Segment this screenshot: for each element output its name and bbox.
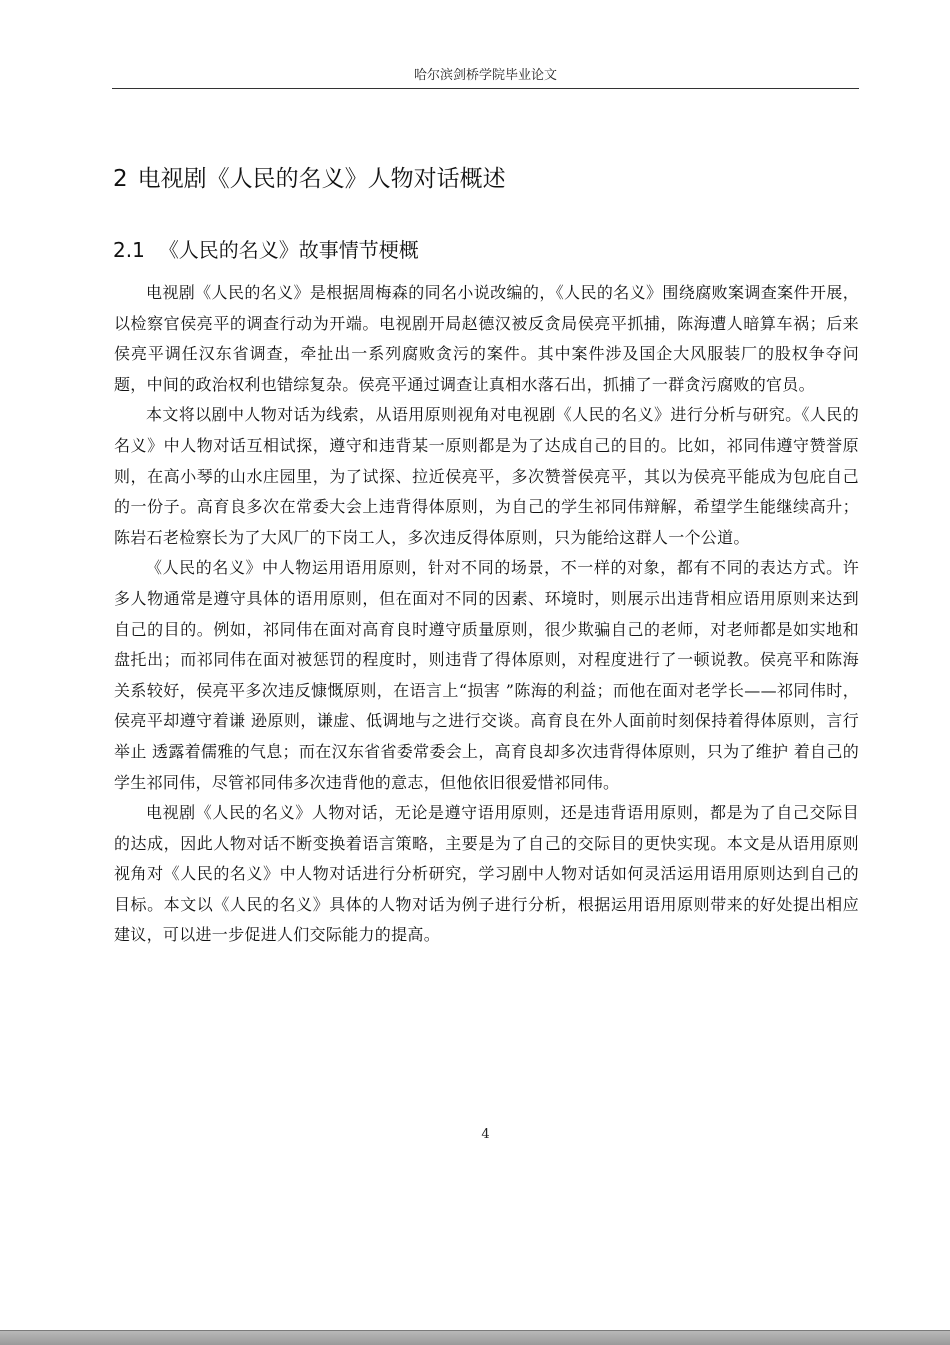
page-number: 4	[481, 1127, 490, 1142]
paragraph-conclusion: 电视剧《人民的名义》人物对话，无论是遵守语用原则，还是违背语用原则，都是为了自己交际目的达成，因此人物对话不断变换着语言策略，主要是为了自己的交际目的更快实现。本文是从语用原则视角对《人民的名义》中人物对话进行分析研究，学习剧中人物对话如何灵活运用语用原则达到自己的目标。本文以《人民的名义》具体的人物对话为例子进行分析，根据运用语用原则带来的好处提出相应建议，可以进一步促进人们交际能力的提高。	[114, 803, 859, 945]
chapter-heading	[113, 160, 860, 193]
paragraph-research-approach: 本文将以剧中人物对话为线索，从语用原则视角对电视剧《人民的名义》进行分析与研究。《人民的名义》中人物对话互相试探，遵守和违背某一原则都是为了达成自己的目的。比如，祁同伟遵守赞誉原则，在高小琴的山水庄园里，为了试探、拉近侯亮平，多次赞誉侯亮平，其以为侯亮平能成为包庇自己的一份子。高育良多次在常委大会上违背得体原则，为自己的学生祁同伟辩解，希望学生能继续高升；陈岩石老检察长为了大风厂的下岗工人，多次违反得体原则，只为能给这群人一个公道。	[114, 405, 859, 547]
viewer-bottom-bar	[0, 1330, 950, 1345]
header-rule	[112, 88, 859, 89]
section-heading	[113, 234, 860, 263]
paragraph-pragmatic-principles: 《人民的名义》中人物运用语用原则，针对不同的场景，不一样的对象，都有不同的表达方式。许多人物通常是遵守具体的语用原则，但在面对不同的因素、环境时，则展示出违背相应语用原则来达到自己的目的。例如，祁同伟在面对高育良时遵守质量原则，很少欺骗自己的老师，对老师都是如实地和盘托出；而祁同伟在面对被惩罚的程度时，则违背了得体原则，对程度进行了一顿说教。侯亮平和陈海关系较好，侯亮平多次违反慷慨原则，在语言上“损害 ”陈海的利益；而他在面对老学长——祁同伟时，侯亮平却遵守着谦 逊原则，谦虚、低调地与之进行交谈。高育良在外人面前时刻保持着得体原则，言行举止 透露着儒雅的气息；而在汉东省省委常委会上，高育良却多次违背得体原则，只为了维护 着自己的学生祁同伟，尽管祁同伟多次违背他的意志，但他依旧很爱惜祁同伟。	[114, 558, 859, 792]
body-text	[114, 278, 859, 951]
chapter-title: 电视剧《人民的名义》人物对话概述	[137, 166, 506, 192]
page-header: 哈尔滨剑桥学院毕业论文	[413, 68, 557, 83]
section-number: 2.1	[113, 238, 145, 262]
paragraph-plot-summary: 电视剧《人民的名义》是根据周梅森的同名小说改编的，《人民的名义》围绕腐败案调查案件开展，以检察官侯亮平的调查行动为开端。电视剧开局赵德汉被反贪局侯亮平抓捕，陈海遭人暗算车祸；后来侯亮平调任汉东省调查，牵扯出一系列腐败贪污的案件。其中案件涉及国企大风服装厂的股权争夺问题，中间的政治权利也错综复杂。侯亮平通过调查让真相水落石出，抓捕了一群贪污腐败的官员。	[114, 283, 859, 394]
section-title: 《人民的名义》故事情节梗概	[158, 238, 419, 262]
chapter-number: 2	[113, 166, 128, 192]
